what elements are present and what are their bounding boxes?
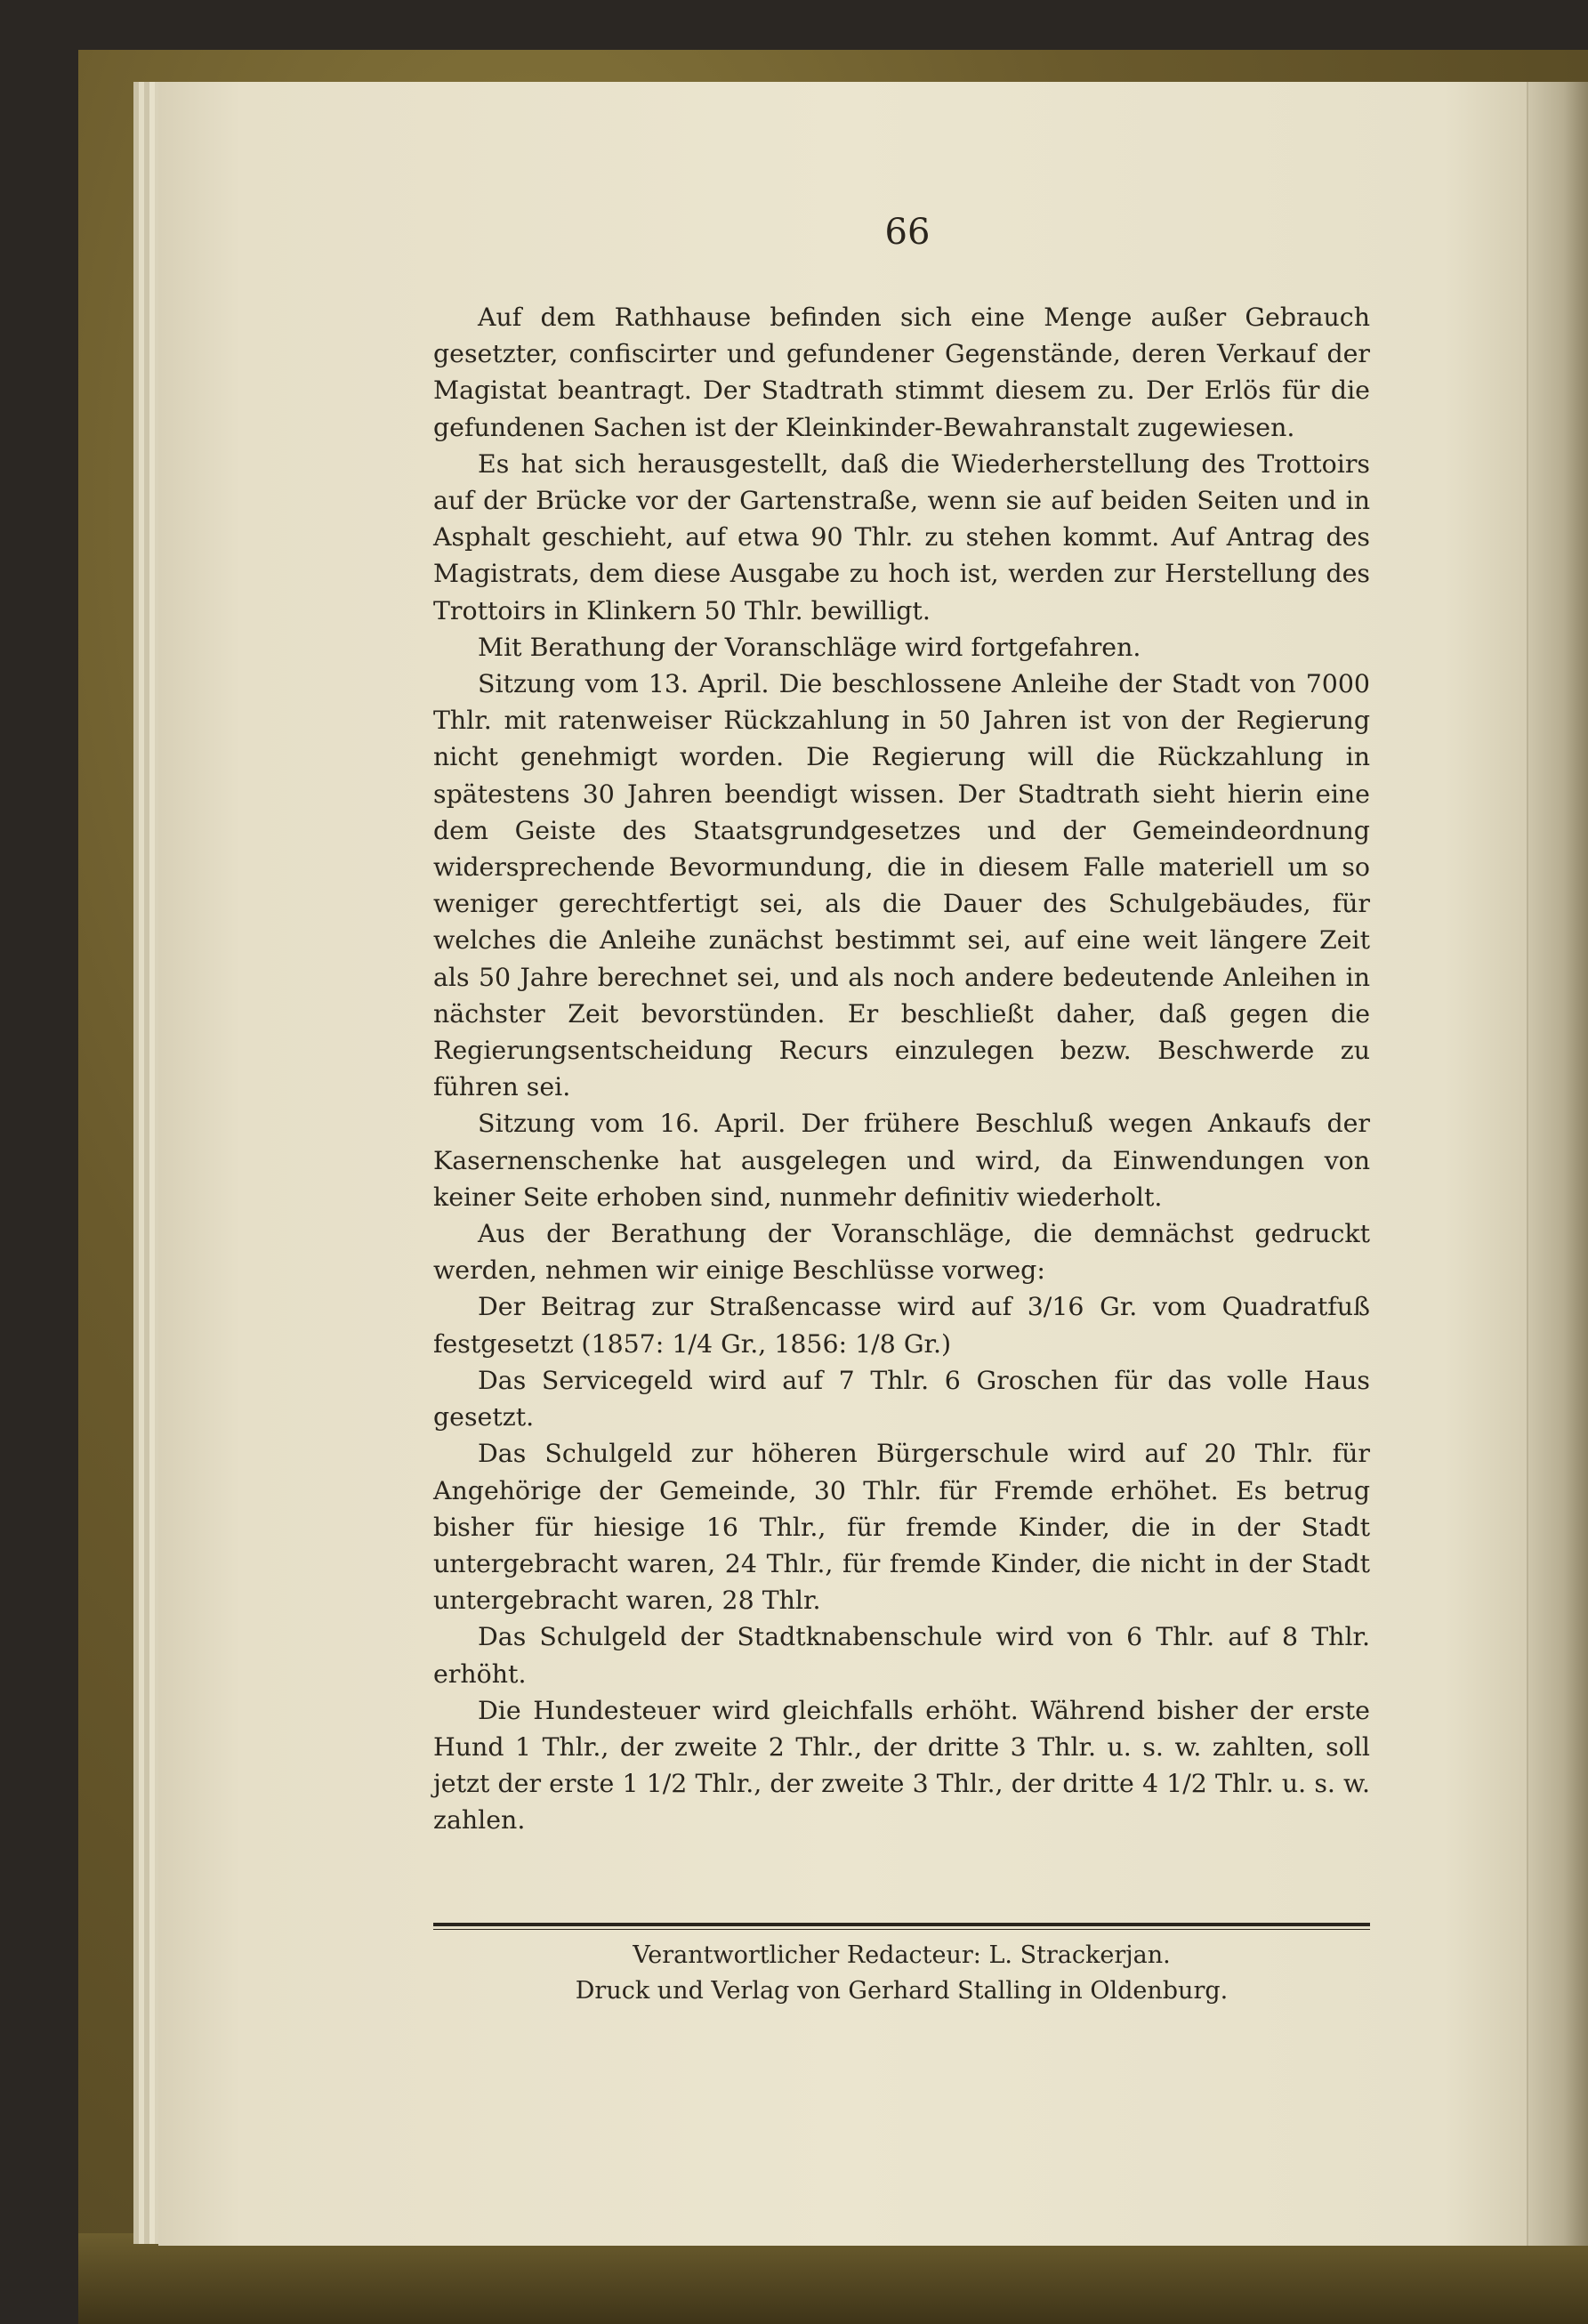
paragraph-beschluesse-intro: Aus der Berathung der Voranschläge, die demnächst gedruckt werden, nehmen wir einige Beschlüsse vorweg: — [433, 1219, 1370, 1286]
footer-rule-thin — [433, 1929, 1370, 1930]
page-stack-right — [1527, 82, 1588, 2246]
imprint-editor: Verantwortlicher Redacteur: L. Strackerjan. — [633, 1941, 1171, 1969]
paragraph-servicegeld: Das Servicegeld wird auf 7 Thlr. 6 Groschen für das volle Haus gesetzt. — [433, 1365, 1370, 1432]
footer-rule — [433, 1923, 1370, 1926]
paragraph-rathhaus: Auf dem Rathhause befinden sich eine Menge außer Gebrauch gesetzter, confiscirter und gefundener Gegenstände, deren Verkauf der Magistat beantragt. Der Stadtrath stimmt diesem zu. Der Erlös für die gefundenen Sachen ist der Kleinkinder-Bewahranstalt zugewiesen. — [433, 303, 1370, 442]
page-body — [433, 299, 1370, 1839]
paragraph-trottoir: Es hat sich herausgestellt, daß die Wiederherstellung des Trottoirs auf der Brücke vor der Gartenstraße, wenn sie auf beiden Seiten und in Asphalt geschieht, auf etwa 90 Thlr. zu stehen kommt. Auf Antrag des Magistrats, dem diese Ausgabe zu hoch ist, werden zur Herstellung des Trottoirs in Klinkern 50 Thlr. bewilligt. — [433, 448, 1370, 625]
paragraph-sitzung-16-april: Sitzung vom 16. April. Der frühere Beschluß wegen Ankaufs der Kasernenschenke hat ausgelegen und wird, da Einwendungen von keiner Seite erhoben sind, nunmehr definitiv wiederholt. — [433, 1109, 1370, 1212]
imprint — [433, 1938, 1370, 2009]
paragraph-schulgeld-buergerschule: Das Schulgeld zur höheren Bürgerschule wird auf 20 Thlr. für Angehörige der Gemeinde, 30 Thlr. für Fremde erhöhet. Es betrug bisher für hiesige 16 Thlr., für fremde Kinder, die in der Stadt untergebracht waren, 24 Thlr., für fremde Kinder, die nicht in der Stadt untergebracht waren, 28 Thlr. — [433, 1439, 1370, 1616]
imprint-printer: Druck und Verlag von Gerhard Stalling in Oldenburg. — [575, 1977, 1229, 2005]
book-cover-edge — [78, 2233, 1588, 2324]
paragraph-sitzung-13-april: Sitzung vom 13. April. Die beschlossene Anleihe der Stadt von 7000 Thlr. mit ratenweiser Rückzahlung in 50 Jahren ist von der Regierung nicht genehmigt worden. Die Regierung will die Rückzahlung in spätestens 30 Jahren beendigt wissen. Der Stadtrath sieht hierin eine dem Geiste des Staatsgrundgesetzes und der Gemeindeordnung widersprechende Bevormundung, die in diesem Falle materiell um so weniger gerechtfertigt sei, als die Dauer des Schulgebäudes, für welches die Anleihe zunächst bestimmt sei, auf eine weit längere Zeit als 50 Jahre berechnet sei, und als noch andere bedeutende Anleihen in nächster Zeit bevorstünden. Er beschließt daher, daß gegen die Regierungsentscheidung Recurs einzulegen bezw. Beschwerde zu führen sei. — [433, 669, 1370, 1102]
paragraph-hundesteuer: Die Hundesteuer wird gleichfalls erhöht. Während bisher der erste Hund 1 Thlr., der zweite 2 Thlr., der dritte 3 Thlr. u. s. w. zahlten, soll jetzt der erste 1 1/2 Thlr., der zweite 3 Thlr., der dritte 4 1/2 Thlr. u. s. w. zahlen. — [433, 1695, 1370, 1836]
paragraph-voranschlaege: Mit Berathung der Voranschläge wird fortgefahren. — [478, 632, 1141, 662]
paragraph-strassencasse: Der Beitrag zur Straßencasse wird auf 3/16 Gr. vom Quadratfuß festgesetzt (1857: 1/4 Gr., 1856: 1/8 Gr.) — [433, 1292, 1370, 1359]
page-number: 66 — [884, 212, 931, 253]
paragraph-schulgeld-knabenschule: Das Schulgeld der Stadtknabenschule wird von 6 Thlr. auf 8 Thlr. erhöht. — [433, 1622, 1370, 1689]
